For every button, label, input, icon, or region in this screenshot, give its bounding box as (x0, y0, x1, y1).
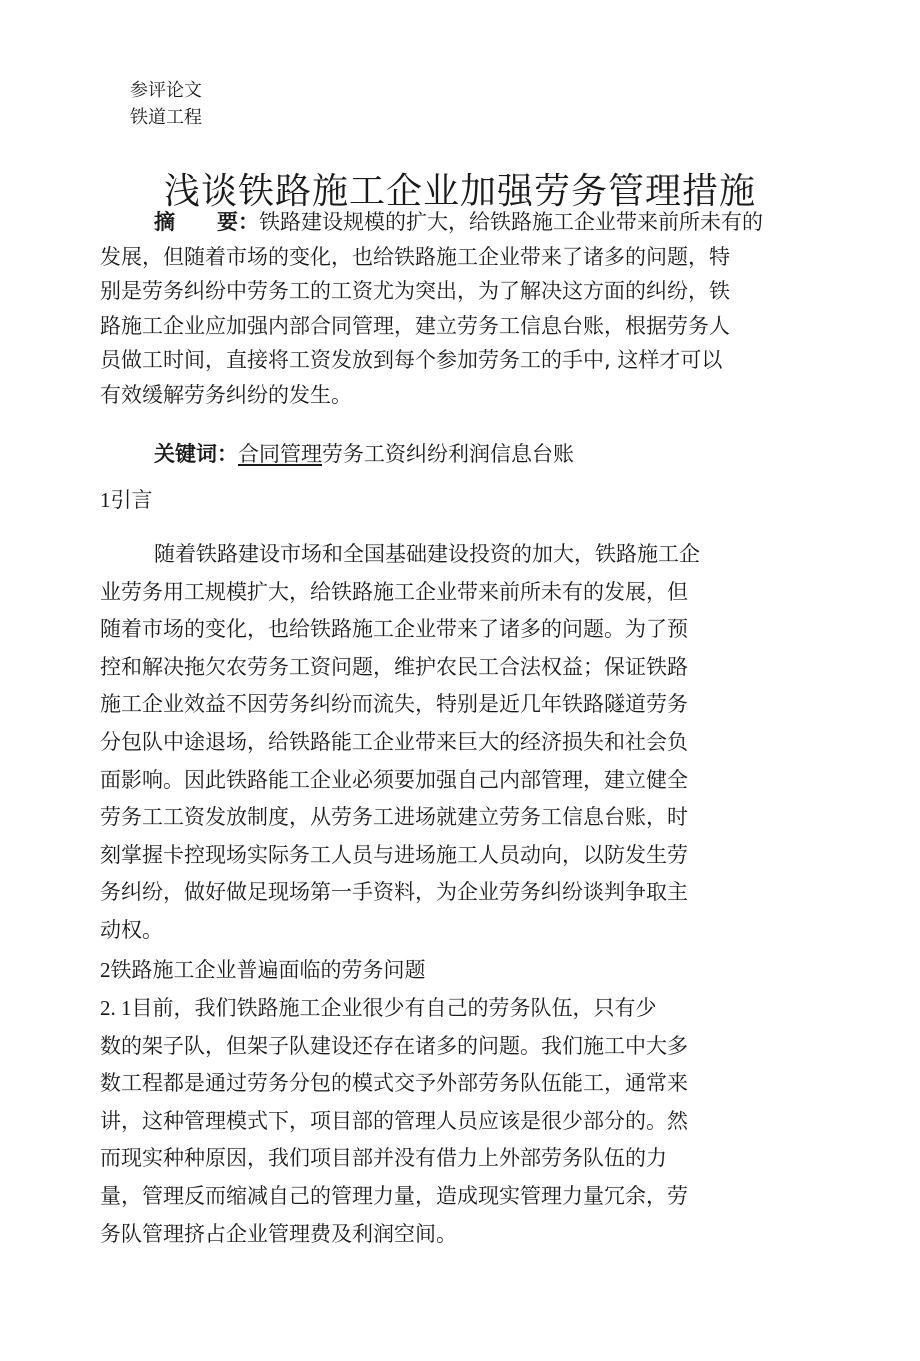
paper-title: 浅谈铁路施工企业加强劳务管理措施 (163, 171, 756, 213)
abstract-paragraph (100, 205, 830, 413)
paragraph-line: 随着铁路建设市场和全国基础建设投资的加大，铁路施工企 (154, 542, 700, 566)
introduction-paragraph (100, 536, 830, 950)
abstract-line: 别是劳务纠纷中劳务工的工资尤为突出，为了解决这方面的纠纷，铁 (100, 279, 730, 304)
paragraph-line: 业劳务用工规模扩大，给铁路施工企业带来前所未有的发展，但 (100, 579, 688, 604)
paragraph-text: 目前，我们铁路施工企业很少有自己的劳务队伍，只有少 (131, 996, 657, 1020)
paragraph-line: 而现实种种原因，我们项目部并没有借力上外部劳务队伍的力 (100, 1146, 667, 1171)
section-heading-row (100, 483, 830, 518)
paragraph-line: 控和解决拖欠农劳务工资问题，维护农民工合法权益；保证铁路 (100, 654, 688, 679)
paragraph-line: 随着市场的变化，也给铁路施工企业带来了诸多的问题。为了预 (100, 617, 688, 642)
abstract-line (100, 205, 830, 240)
paragraph-line: 施工企业效益不因劳务纠纷而流失，特别是近几年铁路隧道劳务 (100, 692, 688, 717)
paragraph-line: 数的架子队，但架子队建设还存在诸多的问题。我们施工中大多 (100, 1033, 688, 1058)
abstract-text: 铁路建设规模的扩大，给铁路施工企业带来前所未有的 (259, 210, 763, 234)
subsection-number: 2. 1 (100, 996, 132, 1020)
category-label: 参评论文 (130, 80, 202, 101)
abstract-line: 有效缓解劳务纠纷的发生。 (100, 382, 352, 407)
subsection-paragraph (100, 990, 830, 1253)
paragraph-line: 刻掌握卡控现场实际务工人员与进场施工人员动向，以防发生劳 (100, 842, 688, 867)
abstract-line: 发展，但随着市场的变化，也给铁路施工企业带来了诸多的问题，特 (100, 244, 730, 269)
paragraph-line (100, 990, 830, 1028)
keywords-row (100, 437, 830, 472)
paragraph-line: 面影响。因此铁路能工企业必须要加强自己内部管理，建立健全 (100, 767, 688, 792)
subject-label: 铁道工程 (130, 107, 202, 128)
section-title: 铁路施工企业普遍面临的劳务问题 (110, 958, 426, 982)
keywords-label: 关键词： (154, 442, 238, 466)
paragraph-line: 动权。 (100, 917, 163, 942)
abstract-line: 路施工企业应加强内部合同管理，建立劳务工信息台账，根据劳务人 (100, 313, 730, 338)
paragraph-line: 量，管理反而缩减自己的管理力量，造成现实管理力量冗余，劳 (100, 1183, 688, 1208)
keywords-line (100, 437, 830, 472)
section-heading-row (100, 953, 830, 988)
section-number: 2 (100, 958, 111, 982)
section-heading-1 (100, 483, 830, 518)
paragraph-line: 务纠纷，做好做足现场第一手资料，为企业劳务纠纷谈判争取主 (100, 880, 688, 905)
section-number: 1 (100, 488, 111, 512)
section-title: 引言 (110, 488, 153, 512)
abstract-line: 员做工时间，直接将工资发放到每个参加劳务工的手中, 这样才可以 (100, 348, 723, 373)
section-heading-2 (100, 953, 830, 988)
paragraph-line: 分包队中途退场，给铁路能工企业带来巨大的经济损失和社会负 (100, 729, 688, 754)
abstract-label: 摘 要： (154, 210, 259, 234)
paragraph-line: 讲，这种管理模式下，项目部的管理人员应该是很少部分的。然 (100, 1108, 688, 1133)
keyword-first: 合同管理 (238, 442, 322, 466)
paragraph-line: 数工程都是通过劳务分包的模式交予外部劳务队伍能工，通常来 (100, 1071, 688, 1096)
paragraph-line: 劳务工工资发放制度，从劳务工进场就建立劳务工信息台账，时 (100, 805, 688, 830)
keywords-rest: 劳务工资纠纷利润信息台账 (322, 442, 574, 466)
paragraph-line: 务队管理挤占企业管理费及利润空间。 (100, 1221, 457, 1246)
